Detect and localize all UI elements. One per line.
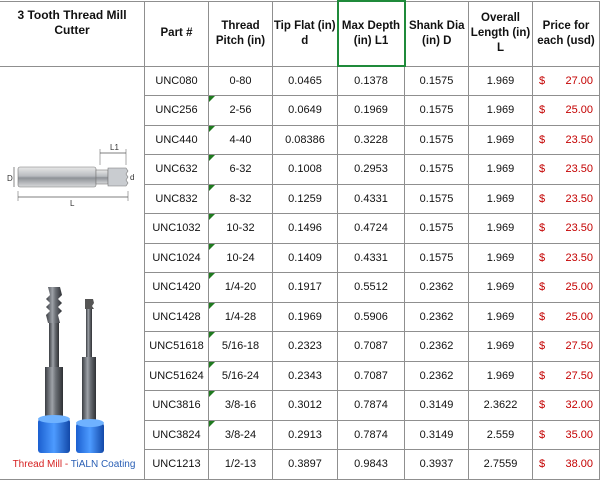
table-title: 3 Tooth Thread Mill Cutter — [0, 1, 145, 66]
shank-dia-cell[interactable]: 0.2362 — [405, 361, 469, 391]
col-part: Part # — [145, 1, 209, 66]
tip-flat-cell[interactable]: 0.2343 — [273, 361, 338, 391]
overall-length-cell[interactable]: 1.969 — [469, 155, 533, 185]
price-cell[interactable] — [533, 332, 600, 362]
price-cell[interactable] — [533, 155, 600, 185]
price-cell[interactable] — [533, 184, 600, 214]
col-pitch: Thread Pitch (in) — [209, 1, 273, 66]
part-number-cell[interactable]: UNC632 — [145, 155, 209, 185]
price-cell[interactable] — [533, 214, 600, 244]
overall-length-cell[interactable]: 1.969 — [469, 96, 533, 126]
price-amount: 23.50 — [565, 251, 593, 264]
part-number-cell[interactable]: UNC3816 — [145, 391, 209, 421]
shank-dia-cell[interactable]: 0.1575 — [405, 184, 469, 214]
part-number-cell[interactable]: UNC1024 — [145, 243, 209, 273]
part-number-cell[interactable]: UNC256 — [145, 96, 209, 126]
tip-flat-cell[interactable]: 0.1409 — [273, 243, 338, 273]
currency-symbol: $ — [539, 104, 546, 117]
currency-symbol: $ — [539, 399, 546, 412]
price-amount: 23.50 — [565, 163, 593, 176]
max-depth-cell[interactable]: 0.4331 — [338, 184, 405, 214]
max-depth-cell[interactable]: 0.9843 — [338, 450, 405, 480]
col-overall-length: Overall Length (in) L — [469, 1, 533, 66]
shank-dia-cell[interactable]: 0.1575 — [405, 155, 469, 185]
shank-dia-cell[interactable]: 0.1575 — [405, 66, 469, 96]
part-number-cell[interactable]: UNC51618 — [145, 332, 209, 362]
image-cell — [0, 66, 145, 479]
shank-dia-cell[interactable]: 0.1575 — [405, 214, 469, 244]
overall-length-cell[interactable]: 1.969 — [469, 243, 533, 273]
price-amount: 23.50 — [565, 192, 593, 205]
part-number-cell[interactable]: UNC080 — [145, 66, 209, 96]
part-number-cell[interactable]: UNC3824 — [145, 420, 209, 450]
shank-dia-cell[interactable]: 0.3149 — [405, 391, 469, 421]
price-amount: 25.00 — [565, 281, 593, 294]
tip-flat-cell[interactable]: 0.0649 — [273, 96, 338, 126]
part-number-cell[interactable]: UNC51624 — [145, 361, 209, 391]
price-cell[interactable] — [533, 420, 600, 450]
tip-flat-cell[interactable]: 0.1008 — [273, 155, 338, 185]
price-amount: 32.00 — [565, 399, 593, 412]
overall-length-cell[interactable]: 2.7559 — [469, 450, 533, 480]
dimension-drawing — [7, 143, 134, 208]
part-number-cell[interactable]: UNC832 — [145, 184, 209, 214]
thread-pitch-cell[interactable]: 4-40 — [209, 125, 273, 155]
thread-mill-drawing-icon — [0, 67, 144, 479]
max-depth-cell[interactable]: 0.4331 — [338, 243, 405, 273]
currency-symbol: $ — [539, 133, 546, 146]
shank-dia-cell[interactable]: 0.1575 — [405, 96, 469, 126]
price-cell[interactable] — [533, 391, 600, 421]
currency-symbol: $ — [539, 340, 546, 353]
product-image — [0, 67, 144, 479]
thread-pitch-cell[interactable]: 1/4-28 — [209, 302, 273, 332]
overall-length-cell[interactable]: 1.969 — [469, 302, 533, 332]
currency-symbol: $ — [539, 192, 546, 205]
currency-symbol: $ — [539, 310, 546, 323]
shank-dia-cell[interactable]: 0.3937 — [405, 450, 469, 480]
thread-pitch-cell[interactable]: 1/4-20 — [209, 273, 273, 303]
product-photo — [38, 287, 104, 453]
thread-pitch-cell[interactable]: 5/16-24 — [209, 361, 273, 391]
overall-length-cell[interactable]: 2.559 — [469, 420, 533, 450]
tip-flat-cell[interactable]: 0.1259 — [273, 184, 338, 214]
tip-flat-cell[interactable]: 0.3012 — [273, 391, 338, 421]
max-depth-cell[interactable]: 0.1378 — [338, 66, 405, 96]
overall-length-cell[interactable]: 1.969 — [469, 66, 533, 96]
max-depth-cell[interactable]: 0.7087 — [338, 332, 405, 362]
price-cell[interactable] — [533, 302, 600, 332]
price-amount: 35.00 — [565, 428, 593, 441]
shank-dia-cell[interactable]: 0.2362 — [405, 273, 469, 303]
overall-length-cell[interactable]: 1.969 — [469, 332, 533, 362]
col-tip-flat: Tip Flat (in) d — [273, 1, 338, 66]
price-amount: 27.00 — [565, 74, 593, 87]
price-amount: 27.50 — [565, 369, 593, 382]
max-depth-cell[interactable]: 0.7874 — [338, 420, 405, 450]
shank-dia-cell[interactable]: 0.1575 — [405, 243, 469, 273]
thread-pitch-cell[interactable]: 8-32 — [209, 184, 273, 214]
svg-text:L1: L1 — [110, 142, 119, 152]
thread-pitch-cell[interactable]: 6-32 — [209, 155, 273, 185]
max-depth-cell[interactable]: 0.7087 — [338, 361, 405, 391]
currency-symbol: $ — [539, 251, 546, 264]
col-price: Price for each (usd) — [533, 1, 600, 66]
price-cell[interactable] — [533, 450, 600, 480]
table-row — [0, 66, 600, 96]
thread-pitch-cell[interactable]: 2-56 — [209, 96, 273, 126]
part-number-cell[interactable]: UNC1428 — [145, 302, 209, 332]
max-depth-cell[interactable]: 0.5906 — [338, 302, 405, 332]
part-number-cell[interactable]: UNC440 — [145, 125, 209, 155]
price-amount: 27.50 — [565, 340, 593, 353]
thread-pitch-cell[interactable]: 10-24 — [209, 243, 273, 273]
part-number-cell[interactable]: UNC1420 — [145, 273, 209, 303]
price-cell[interactable] — [533, 66, 600, 96]
thread-pitch-cell[interactable]: 10-32 — [209, 214, 273, 244]
currency-symbol: $ — [539, 369, 546, 382]
shank-dia-cell[interactable]: 0.2362 — [405, 302, 469, 332]
price-amount: 23.50 — [565, 222, 593, 235]
tip-flat-cell[interactable]: 0.1969 — [273, 302, 338, 332]
svg-text:L: L — [70, 198, 75, 208]
tip-flat-cell[interactable]: 0.3897 — [273, 450, 338, 480]
part-number-cell[interactable]: UNC1213 — [145, 450, 209, 480]
shank-dia-cell[interactable]: 0.2362 — [405, 332, 469, 362]
max-depth-cell[interactable]: 0.4724 — [338, 214, 405, 244]
max-depth-cell[interactable]: 0.7874 — [338, 391, 405, 421]
price-cell[interactable] — [533, 96, 600, 126]
currency-symbol: $ — [539, 458, 546, 471]
price-amount: 38.00 — [565, 458, 593, 471]
max-depth-cell[interactable]: 0.2953 — [338, 155, 405, 185]
svg-text:D: D — [7, 173, 13, 183]
image-caption: Thread Mill - TiALN Coating — [12, 458, 136, 470]
overall-length-cell[interactable]: 1.969 — [469, 125, 533, 155]
thread-pitch-cell[interactable]: 5/16-18 — [209, 332, 273, 362]
tip-flat-cell[interactable]: 0.1917 — [273, 273, 338, 303]
currency-symbol: $ — [539, 222, 546, 235]
tip-flat-cell[interactable]: 0.1496 — [273, 214, 338, 244]
overall-length-cell[interactable]: 1.969 — [469, 273, 533, 303]
max-depth-cell[interactable]: 0.5512 — [338, 273, 405, 303]
thread-pitch-cell[interactable]: 3/8-24 — [209, 420, 273, 450]
price-amount: 25.00 — [565, 310, 593, 323]
max-depth-cell[interactable]: 0.3228 — [338, 125, 405, 155]
thread-pitch-cell[interactable]: 3/8-16 — [209, 391, 273, 421]
shank-dia-cell[interactable]: 0.3149 — [405, 420, 469, 450]
currency-symbol: $ — [539, 428, 546, 441]
price-amount: 25.00 — [565, 104, 593, 117]
svg-text:d: d — [130, 172, 135, 182]
col-shank-dia: Shank Dia (in) D — [405, 1, 469, 66]
overall-length-cell[interactable]: 1.969 — [469, 214, 533, 244]
col-max-depth[interactable]: Max Depth (in) L1 — [338, 1, 405, 66]
shank-dia-cell[interactable]: 0.1575 — [405, 125, 469, 155]
header-row — [0, 1, 600, 66]
tip-flat-cell[interactable]: 0.08386 — [273, 125, 338, 155]
overall-length-cell[interactable]: 1.969 — [469, 361, 533, 391]
overall-length-cell[interactable]: 1.969 — [469, 184, 533, 214]
overall-length-cell[interactable]: 2.3622 — [469, 391, 533, 421]
max-depth-cell[interactable]: 0.1969 — [338, 96, 405, 126]
price-cell[interactable] — [533, 361, 600, 391]
price-cell[interactable] — [533, 125, 600, 155]
thread-pitch-cell[interactable]: 0-80 — [209, 66, 273, 96]
tip-flat-cell[interactable]: 0.0465 — [273, 66, 338, 96]
currency-symbol: $ — [539, 281, 546, 294]
price-amount: 23.50 — [565, 133, 593, 146]
part-number-cell[interactable]: UNC1032 — [145, 214, 209, 244]
currency-symbol: $ — [539, 163, 546, 176]
tip-flat-cell[interactable]: 0.2323 — [273, 332, 338, 362]
thread-pitch-cell[interactable]: 1/2-13 — [209, 450, 273, 480]
price-cell[interactable] — [533, 243, 600, 273]
price-cell[interactable] — [533, 273, 600, 303]
tip-flat-cell[interactable]: 0.2913 — [273, 420, 338, 450]
currency-symbol: $ — [539, 74, 546, 87]
